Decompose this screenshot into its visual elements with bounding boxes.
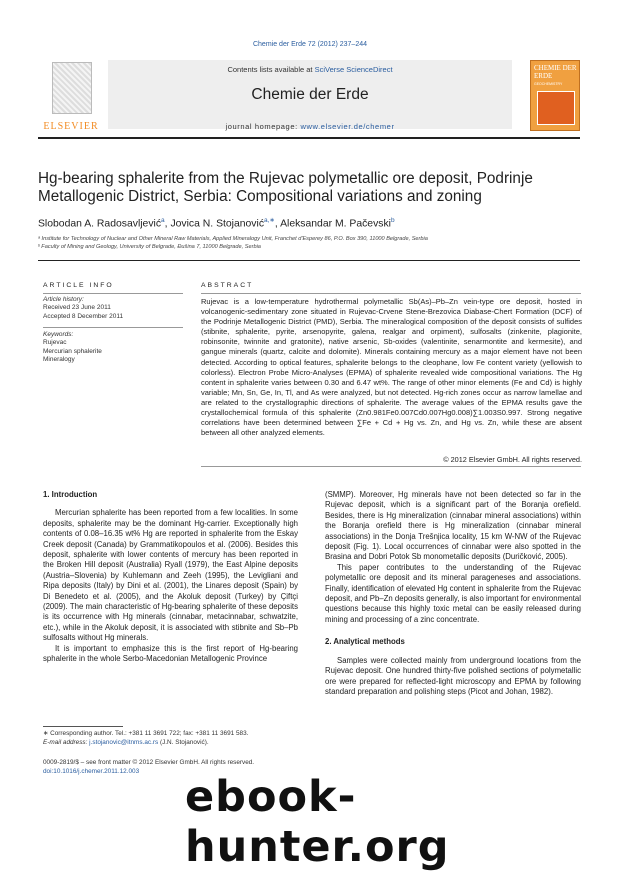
homepage-link[interactable]: www.elsevier.de/chemer xyxy=(300,122,395,131)
footnote xyxy=(43,729,298,747)
journal-cover-image xyxy=(530,60,580,131)
corresponding-author: ∗ Corresponding author. Tel.: +381 11 3691 722; fax: +381 11 3691 583. xyxy=(43,730,249,737)
author-name[interactable]: Jovica N. Stojanović xyxy=(170,218,265,230)
author-affiliation-marker[interactable]: a,∗ xyxy=(264,217,275,224)
section-heading-methods: 2. Analytical methods xyxy=(325,637,405,647)
journal-homepage xyxy=(108,122,512,131)
article-history xyxy=(43,296,183,321)
watermark-text: ebook-hunter.org xyxy=(185,772,450,872)
affiliation-a: ᵃ Institute for Technology of Nuclear and Other Mineral Raw Materials, Applied Mineralogy Unit, Franchet d'Esperey 86, P.O. Box 390, 11000 Belgrade, Serbia xyxy=(38,236,428,242)
abstract-text: Rujevac is a low-temperature hydrothermal polymetallic Sb(As)–Pb–Zn vein-type ore deposit, hosted in volcanogenic-sedimentary zone situated in Rujevac-Crvene Stene-Brezovica Diabase-Chert Formation (DCF) of the Podrinje Metallogenic District (PMD), Serbia. The mineralogical composition of the deposit consists of sulfides (stibnite, sphalerite, pyrite, arsenopyrite, galena, realgar and orpiment), sulfosalts (zinkenite, plagionite, robinsonite, twinnite and gratonite), native arsenic, Sb-oxides (valentinite, senarmontite and kermesite), and gangue minerals (quartz, calcite and dolomite). Minerals containing mercury as a major element have not been detected. According to optical features, sphalerite belongs to the cleophane, low Fe content variety (yellowish to colorless). Electron Probe Micro-Analyses (EPMA) of sphalerite revealed wide compositional variations. The Hg content in sphalerite varies between 0.30 and 6.47 wt%. The range of other minor elements (Fe and Cd) is highly variable; Mn, Sn, Ge, In, Tl, and As were analyzed, but not detected. Hg-rich zones occur as narrow lamellae and are related to the crystallographic directions of sphalerite. The average values of the EPMA results gave the crystallochemical formula of this sphalerite (Zn0.981Fe0.007Cd0.007Hg0.008)∑1.003S0.997. Strong negative correlations have been determined between ∑Fe + Cd + Hg vs. Zn, and Hg vs. Zn, while these are absent between all other analyzed elements. xyxy=(201,297,582,438)
contents-prefix: Contents lists available at xyxy=(227,65,315,74)
author-name[interactable]: Slobodan A. Radosavljević xyxy=(38,218,162,230)
body-paragraph: (SMMP). Moreover, Hg minerals have not been detected so far in the Rujevac deposit, which is a significant part of the Boranja orefield. Besides, there is Hg mineralization (cinnabar mineral associations) within the Boranja orefield there is Hg mineralization (cinnabar mineral associations) in the Donja Trešnjica locality, 15 km W-NW of the Rujevac deposit (Fig. 1). Local occurrences of cinnabar were also spotted in the Brasina and Dobri Potok Sb monometallic deposits (Duričković, 2005). xyxy=(325,490,581,562)
elsevier-logo xyxy=(40,60,102,132)
contents-line xyxy=(108,65,512,74)
email-suffix: (J.N. Stojanović). xyxy=(158,739,209,746)
header-divider xyxy=(38,137,580,139)
cover-title: CHEMIE DER ERDE xyxy=(534,64,577,80)
copyright-notice: © 2012 Elsevier GmbH. All rights reserved. xyxy=(443,455,582,464)
homepage-prefix: journal homepage: xyxy=(225,122,301,131)
author-affiliation-marker[interactable]: b xyxy=(390,217,395,224)
keywords-title: Keywords: xyxy=(43,331,74,338)
author-affiliation-marker[interactable]: a xyxy=(161,217,165,224)
sciencedirect-link[interactable]: SciVerse ScienceDirect xyxy=(314,65,393,74)
history-received: Received 23 June 2011 xyxy=(43,304,111,312)
article-info-heading: ARTICLE INFO xyxy=(43,282,114,289)
footnote-rule xyxy=(43,726,123,727)
author-list: Slobodan A. Radosavljević$^a$, Jovica N. Stojanović$^{a,∗}$, Aleksandar M. Pačevski$^b$ xyxy=(38,217,395,230)
abstract-end-rule xyxy=(201,466,581,467)
author-name[interactable]: Aleksandar M. Pačevski xyxy=(280,218,391,230)
doi-link[interactable]: doi:10.1016/j.chemer.2011.12.003 xyxy=(43,768,140,775)
keyword-item: Rujevac xyxy=(43,339,67,347)
journal-title: Chemie der Erde xyxy=(251,86,369,103)
body-column-left xyxy=(43,490,298,665)
email-link[interactable]: j.stojanovic@itnms.ac.rs xyxy=(89,739,159,746)
cover-subtitle: GEOCHEMISTRY xyxy=(534,82,563,86)
publisher-name: ELSEVIER xyxy=(43,121,99,132)
abstract-heading: ABSTRACT xyxy=(201,282,254,289)
issn-line: 0009-2819/$ – see front matter © 2012 Elsevier GmbH. All rights reserved. xyxy=(43,759,255,766)
keyword-item: Mineralogy xyxy=(43,356,75,364)
article-title: Hg-bearing sphalerite from the Rujevac polymetallic ore deposit, Podrinje Metallogenic District, Serbia: Compositional variations and zoning xyxy=(38,170,533,205)
body-paragraph: This paper contributes to the understanding of the Rujevac polymetallic ore deposit and its mineral parageneses and associations. Finally, identification of elevated Hg content in sphalerite from the Rujevac deposit, and Pb–Zn deposits generally, is also important for environmental questions because this highly toxic metal can be easily released during mining and processing of a zinc concentrate. xyxy=(325,562,581,624)
affiliations xyxy=(38,235,582,251)
body-paragraph: It is important to emphasize this is the first report of Hg-bearing sphalerite in the whole Serbo-Macedonian Metallogenic Province xyxy=(43,643,298,664)
affiliation-b: ᵇ Faculty of Mining and Geology, University of Belgrade, Đušina 7, 11000 Belgrade, Serbia xyxy=(38,244,261,250)
section-divider xyxy=(38,260,580,261)
article-info-rule xyxy=(43,293,183,294)
body-paragraph: Mercurian sphalerite has been reported from a few localities. In some deposits, sphalerite may be the dominant Hg-carrier. Exceptionally high contents of 0.08–16.35 wt% Hg are reported in sphalerite from the Eskay Creek deposit (Canada) by Grammatikopoulos et al. (2006). Besides this deposit, sphalerite with lower contents of mercury has been reported in the Broken Hill deposit (Australia) Ryall (1979), the East Alpine deposits (Austria–Slovenia) by Kuhlemann and Zeeh (1995), the Levigliani and Ripa deposits (Italy) by Dini et al. (2001), the Linares deposit (Spain) by Di Benedeto et al. (2005), and the Akoluk deposit (Turkey) by Çiftçi (2009). The main characteristic of Hg-bearing sphalerite of these deposits is its occurrence with Hg minerals (cinnabar, metacinnabar, schwatzite, etc.), while in the Akoluk deposit, it is associated with stibnite and Sb–Pb sulfosalts without Hg minerals. xyxy=(43,508,298,643)
body-paragraph: Samples were collected mainly from underground locations from the Rujevac deposit. One hundred thirty-five polished sections of polymetallic ore were prepared for reflected-light microscopy and EPMA by following standard preparation and polishing steps (Picot and Johan, 1982). xyxy=(325,655,581,696)
journal-reference[interactable]: Chemie der Erde 72 (2012) 237–244 xyxy=(252,41,368,48)
abstract-rule xyxy=(201,293,581,294)
email-prefix: E-mail address: xyxy=(43,739,90,746)
section-heading-introduction: 1. Introduction xyxy=(43,490,98,499)
cover-illustration xyxy=(537,91,575,125)
keywords-block xyxy=(43,331,183,365)
elsevier-tree-icon xyxy=(52,62,92,114)
history-title: Article history: xyxy=(43,296,84,303)
email-line xyxy=(43,738,298,747)
body-column-right xyxy=(325,490,581,697)
keywords-rule xyxy=(43,327,183,328)
history-accepted: Accepted 8 December 2011 xyxy=(43,312,124,320)
keyword-item: Mercurian sphalerite xyxy=(43,347,102,355)
